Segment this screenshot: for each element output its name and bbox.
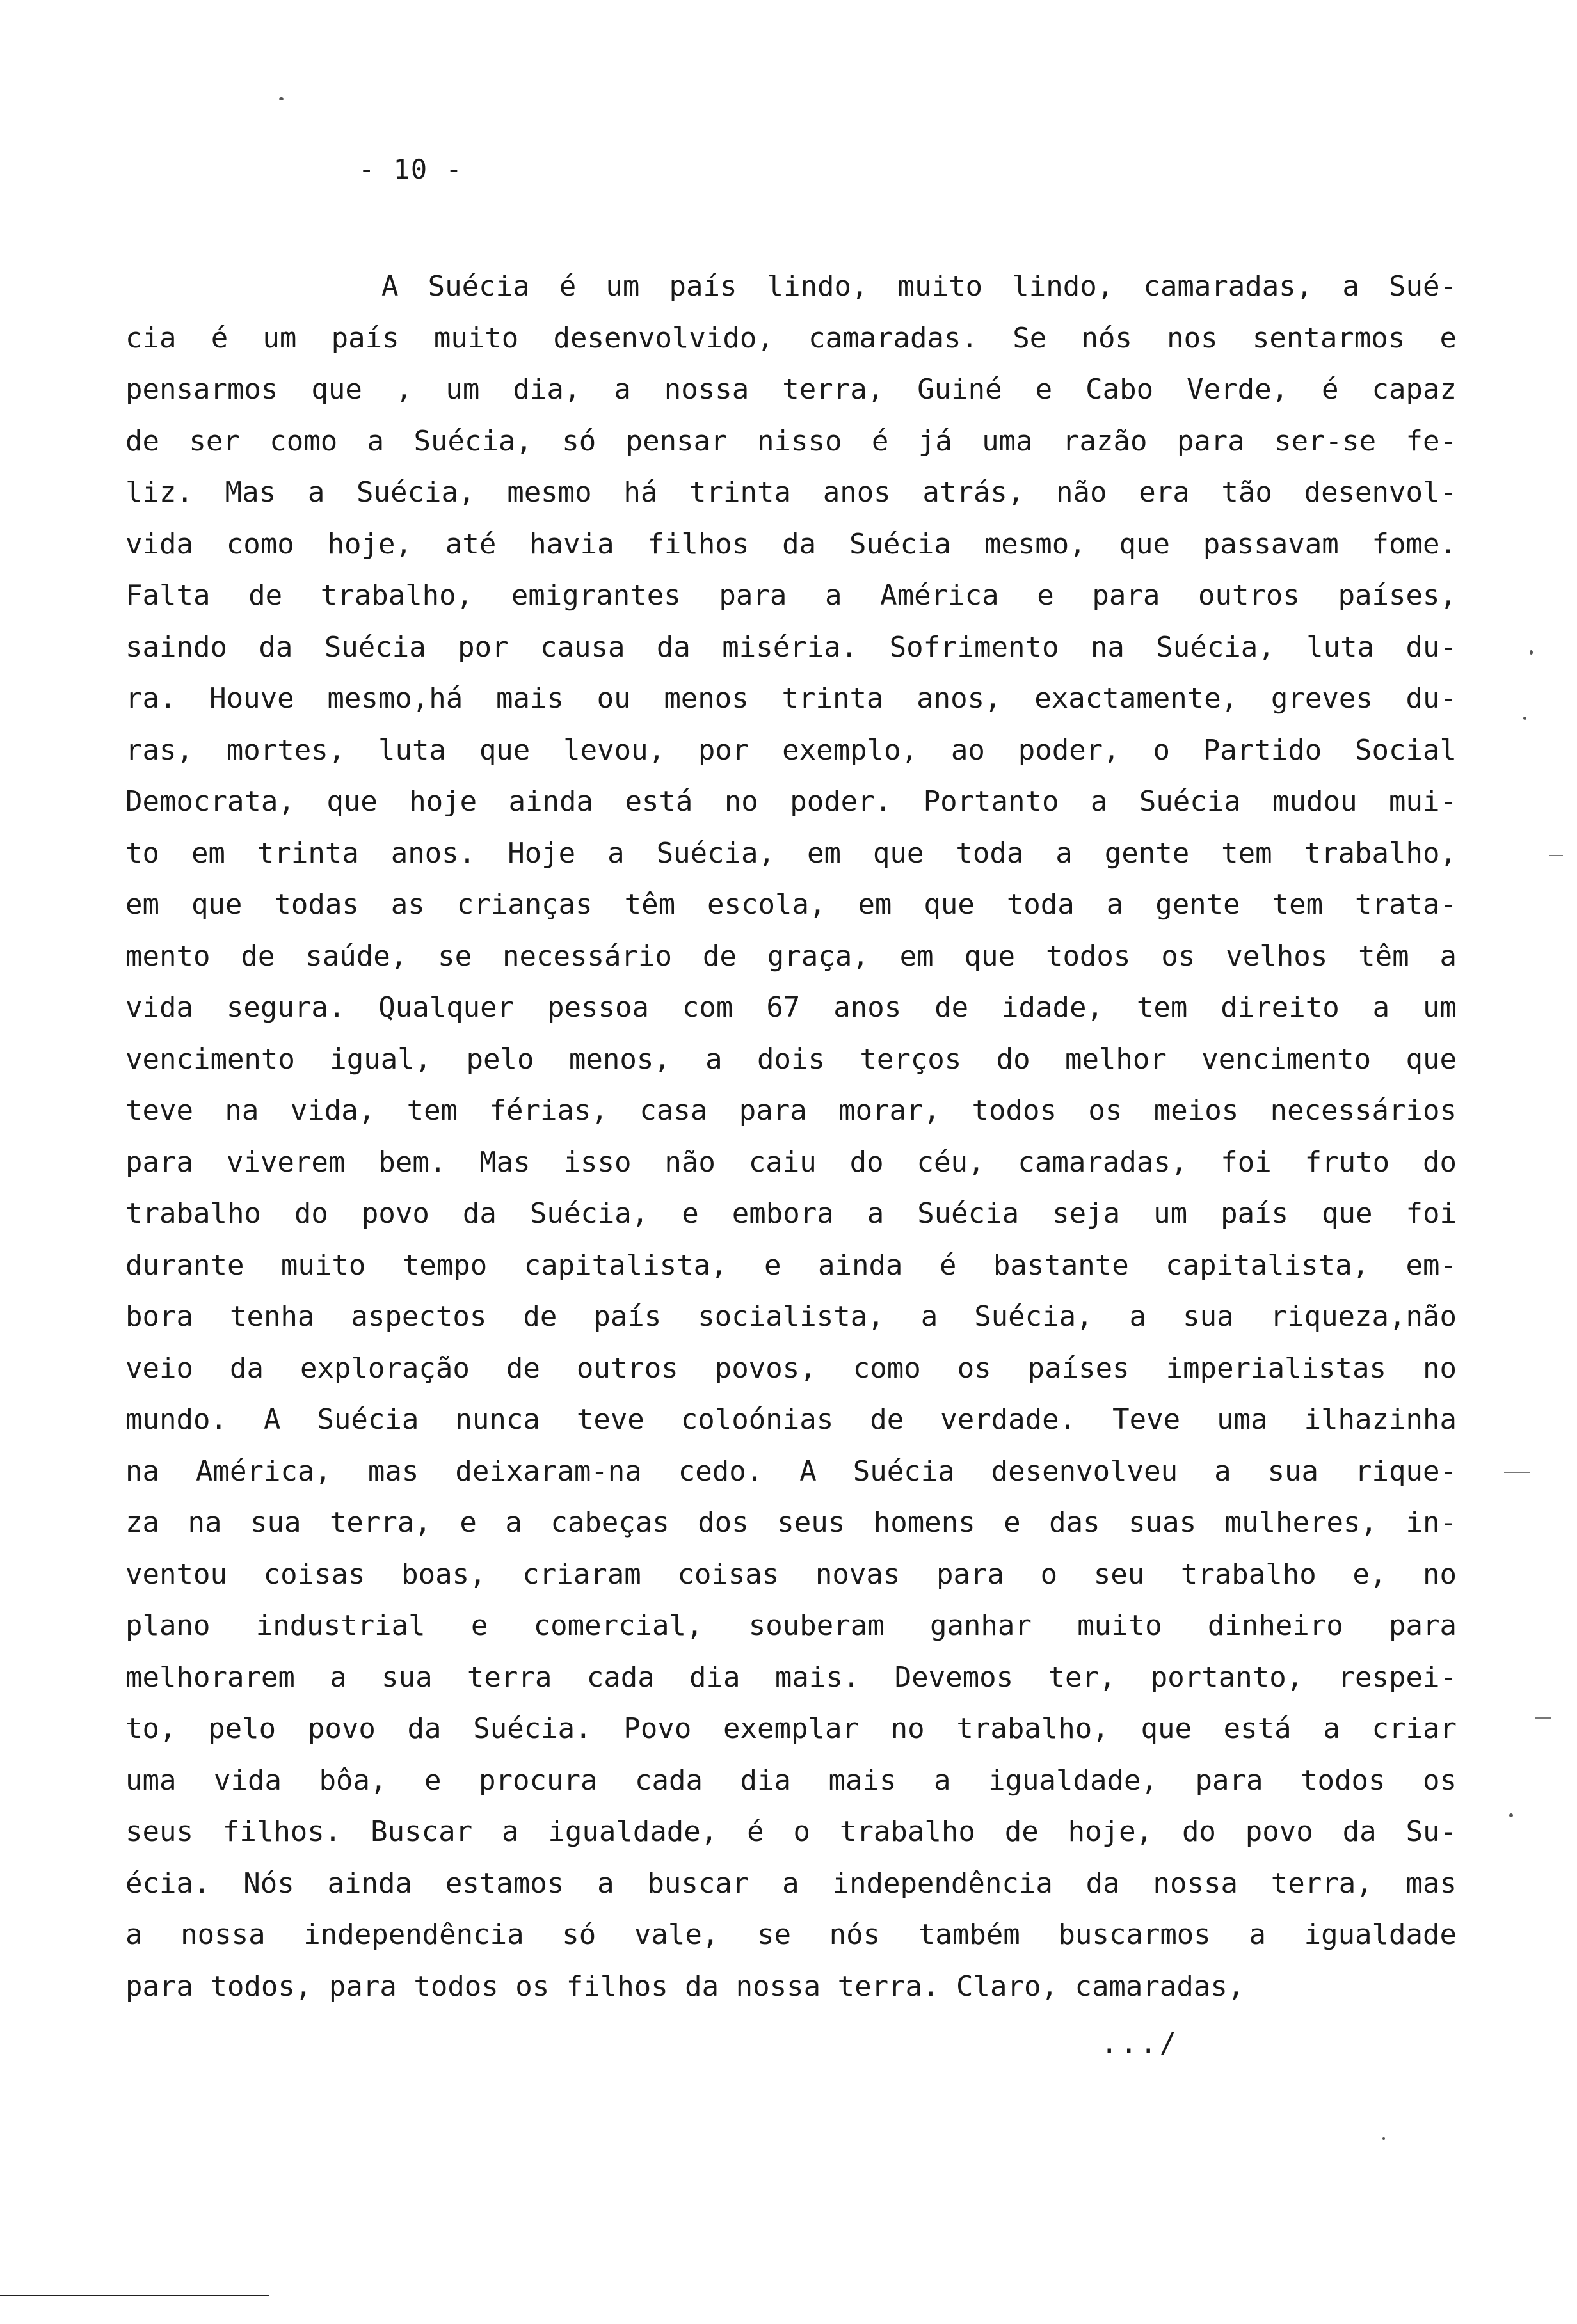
scan-edge-rule	[0, 2295, 269, 2296]
text-line: de ser como a Suécia, só pensar nisso é já uma razão para ser-se fe-	[125, 424, 1457, 458]
text-line: na América, mas deixaram-na cedo. A Suécia desenvolveu a sua rique-	[125, 1454, 1457, 1488]
text-line: to, pelo povo da Suécia. Povo exemplar no trabalho, que está a criar	[125, 1712, 1457, 1745]
text-line: melhorarem a sua terra cada dia mais. Devemos ter, portanto, respei-	[125, 1660, 1457, 1694]
text-line: plano industrial e comercial, souberam ganhar muito dinheiro para	[125, 1609, 1457, 1642]
text-line: bora tenha aspectos de país socialista, a Suécia, a sua riqueza,não	[125, 1300, 1457, 1333]
text-line: to em trinta anos. Hoje a Suécia, em que toda a gente tem trabalho,	[125, 836, 1457, 870]
text-line: écia. Nós ainda estamos a buscar a independência da nossa terra, mas	[125, 1866, 1457, 1900]
scan-speck	[1382, 2137, 1385, 2140]
text-line: saindo da Suécia por causa da miséria. Sofrimento na Suécia, luta du-	[125, 630, 1457, 664]
text-line: ventou coisas boas, criaram coisas novas para o seu trabalho e, no	[125, 1557, 1457, 1591]
text-line: teve na vida, tem férias, casa para morar, todos os meios necessários	[125, 1094, 1457, 1127]
scan-speck	[1509, 1813, 1513, 1817]
scan-speck	[279, 97, 284, 100]
text-line: mundo. A Suécia nunca teve coloónias de verdade. Teve uma ilhazinha	[125, 1403, 1457, 1436]
text-line: vida como hoje, até havia filhos da Suécia mesmo, que passavam fome.	[125, 527, 1457, 561]
text-line: para todos, para todos os filhos da nossa terra. Claro, camaradas,	[125, 1970, 1245, 2003]
body-text	[125, 261, 1457, 2012]
scan-mark	[1535, 1717, 1551, 1719]
scan-speck	[1530, 650, 1533, 655]
text-line: Democrata, que hoje ainda está no poder. Portanto a Suécia mudou mui-	[125, 785, 1457, 818]
text-line: a nossa independência só vale, se nós também buscarmos a igualdade	[125, 1918, 1457, 1951]
page-number: - 10 -	[358, 154, 463, 185]
text-line: vencimento igual, pelo menos, a dois terços do melhor vencimento que	[125, 1042, 1457, 1076]
text-line: seus filhos. Buscar a igualdade, é o trabalho de hoje, do povo da Su-	[125, 1815, 1457, 1848]
scan-mark	[1504, 1472, 1530, 1473]
text-line: uma vida bôa, e procura cada dia mais a igualdade, para todos os	[125, 1763, 1457, 1797]
text-line: cia é um país muito desenvolvido, camaradas. Se nós nos sentarmos e	[125, 321, 1457, 354]
text-line: durante muito tempo capitalista, e ainda é bastante capitalista, em-	[125, 1248, 1457, 1282]
text-line: za na sua terra, e a cabeças dos seus homens e das suas mulheres, in-	[125, 1506, 1457, 1539]
scan-mark	[1549, 855, 1563, 856]
text-line: mento de saúde, se necessário de graça, em que todos os velhos têm a	[125, 939, 1457, 973]
text-line: A Suécia é um país lindo, muito lindo, camaradas, a Sué-	[381, 270, 1457, 303]
text-line: ras, mortes, luta que levou, por exemplo, ao poder, o Partido Social	[125, 733, 1457, 767]
text-line: em que todas as crianças têm escola, em que toda a gente tem trata-	[125, 888, 1457, 921]
text-line: para viverem bem. Mas isso não caiu do céu, camaradas, foi fruto do	[125, 1145, 1457, 1179]
scan-speck	[1523, 717, 1526, 720]
text-line: ra. Houve mesmo,há mais ou menos trinta anos, exactamente, greves du-	[125, 682, 1457, 715]
text-line: liz. Mas a Suécia, mesmo há trinta anos atrás, não era tão desenvol-	[125, 476, 1457, 509]
text-line: trabalho do povo da Suécia, e embora a Suécia seja um país que foi	[125, 1197, 1457, 1230]
text-line: vida segura. Qualquer pessoa com 67 anos de idade, tem direito a um	[125, 991, 1457, 1024]
continuation-mark: .../	[1101, 2027, 1179, 2060]
text-line: Falta de trabalho, emigrantes para a América e para outros países,	[125, 579, 1457, 612]
text-line: pensarmos que , um dia, a nossa terra, Guiné e Cabo Verde, é capaz	[125, 373, 1457, 406]
text-line: veio da exploração de outros povos, como os países imperialistas no	[125, 1351, 1457, 1385]
